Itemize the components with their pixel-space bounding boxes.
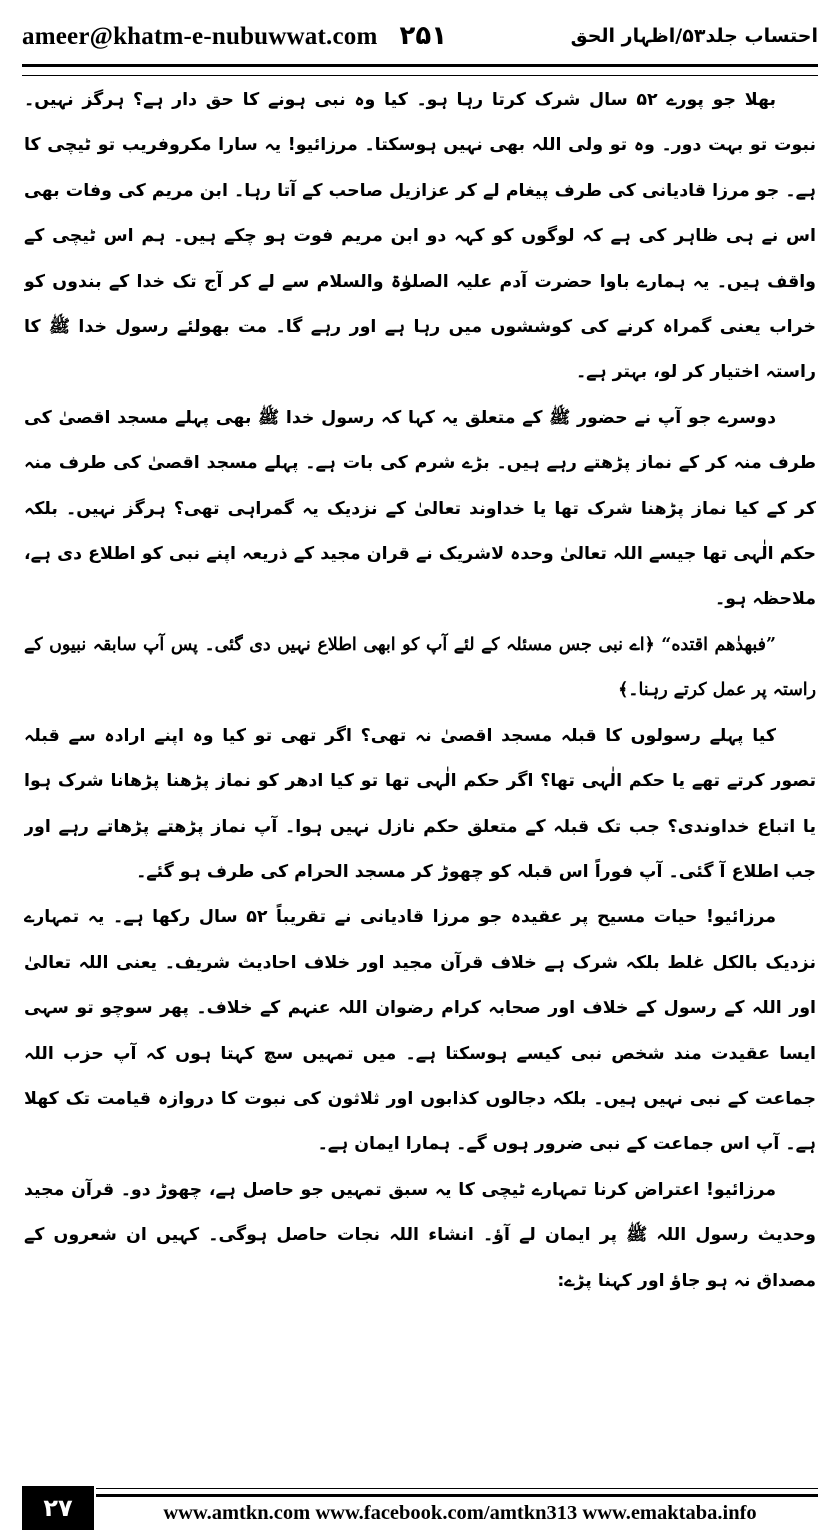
book-title: احتساب جلد۵۳/اظہار الحق bbox=[570, 25, 818, 47]
paragraph-4: مرزائیو! حیات مسیح پر عقیدہ جو مرزا قادیانی نے تقریباً ۵۲ سال رکھا ہے۔ یہ تمہارے نزدیک بالکل غلط بلکہ شرک ہے خلاف قرآن مجید اور خلاف احادیث شریف۔ یعنی اللہ تعالیٰ اور اللہ کے رسول کے خلاف اور صحابہ کرام رضوان اللہ عنہم کے خلاف۔ پھر سوچو تو سہی ایسا عقیدت مند شخص نبی کیسے ہوسکتا ہے۔ میں تمہیں سچ کہتا ہوں کہ آپ حزب اللہ جماعت کے نبی نہیں ہیں۔ بلکہ دجالوں کذابوں اور ثلاثون کی نبوت کا دروازہ قیامت تک کھلا ہے۔ آپ اس جماعت کے نبی ضرور ہوں گے۔ ہمارا ایمان ہے۔ bbox=[24, 907, 816, 1155]
page-header bbox=[22, 14, 818, 58]
paragraph-1: بھلا جو پورے ۵۲ سال شرک کرتا رہا ہو۔ کیا وہ نبی ہونے کا حق دار ہے؟ ہرگز نہیں۔ نبوت تو بہت دور۔ وہ تو ولی اللہ بھی نہیں ہوسکتا۔ مرزائیو! یہ سارا مکروفریب تو ٹیچی کا ہے۔ جو مرزا قادیانی کی طرف پیغام لے کر عزازیل صاحب کے آتا رہا۔ ابن مریم کی وفات بھی اس نے ہی ظاہر کی ہے کہ لوگوں کو کہہ دو ابن مریم فوت ہو چکے ہیں۔ ہم اس ٹیچی کے واقف ہیں۔ یہ ہمارے باوا حضرت آدم علیہ الصلوٰۃ والسلام سے لے کر آج تک خدا کے بندوں کو خراب یعنی گمراہ کرنے کی کوششوں میں رہا ہے اور رہے گا۔ مت بھولئے رسول خدا ﷺ کا راستہ اختیار کر لو، بہتر ہے۔ bbox=[24, 90, 816, 383]
page-footer bbox=[22, 1486, 818, 1532]
paragraph-5: مرزائیو! اعتراض کرنا تمہارے ٹیچی کا یہ سبق تمہیں جو حاصل ہے، چھوڑ دو۔ قرآن مجید وحدیث رسول اللہ ﷺ پر ایمان لے آؤ۔ انشاء اللہ نجات حاصل ہوگی۔ کہیں ان شعروں کے مصداق نہ ہو جاؤ اور کہنا پڑے: bbox=[24, 1179, 816, 1291]
header-email[interactable]: ameer@khatm-e-nubuwwat.com bbox=[22, 23, 378, 50]
paragraph-2: دوسرے جو آپ نے حضور ﷺ کے متعلق یہ کہا کہ رسول خدا ﷺ بھی پہلے مسجد اقصیٰ کی طرف منہ کر کے نماز پڑھتے رہے ہیں۔ بڑے شرم کی بات ہے۔ پہلے مسجد اقصیٰ کی طرف منہ کر کے کیا نماز پڑھنا شرک تھا یا خداوند تعالیٰ کے نزدیک یہ گمراہی تھی؟ ہرگز نہیں۔ بلکہ حکم الٰہی تھا جیسے اللہ تعالیٰ وحدہ لاشریک نے قران مجید کے ذریعہ اپنے نبی کو اطلاع دی ہے، ملاحظہ ہو۔ bbox=[24, 407, 816, 610]
paragraph-3: کیا پہلے رسولوں کا قبلہ مسجد اقصیٰ نہ تھی؟ اگر تھی تو کیا وہ اپنے ارادہ سے قبلہ تصور کرتے تھے یا حکم الٰہی تھا؟ اگر حکم الٰہی تھا تو کیا ادھر کو نماز پڑھنا پڑھانا شرک ہوا یا اتباع خداوندی؟ جب تک قبلہ کے متعلق حکم نازل نہیں ہوا۔ آپ نماز پڑھتے پڑھاتے رہے اور جب اطلاع آ گئی۔ آپ فوراً اس قبلہ کو چھوڑ کر مسجد الحرام کی طرف ہو گئے۔ bbox=[24, 725, 816, 882]
header-rule bbox=[22, 64, 818, 76]
header-left bbox=[22, 21, 447, 51]
footer-rule bbox=[96, 1488, 818, 1497]
footer-urls[interactable]: www.amtkn.com www.facebook.com/amtkn313 www.emaktaba.info bbox=[163, 1502, 757, 1524]
footer-page-number: ۲۷ bbox=[22, 1486, 94, 1530]
header-page-number: ۲۵۱ bbox=[399, 21, 448, 51]
page-body bbox=[24, 78, 816, 1468]
quran-quote-paragraph: ”فبهدٰهم اقتده“ ﴿اے نبی جس مسئلہ کے لئے آپ کو ابھی اطلاع نہیں دی گئی۔ پس آپ سابقہ نبیوں کے راستہ پر عمل کرتے رہنا۔﴾ bbox=[24, 634, 816, 701]
